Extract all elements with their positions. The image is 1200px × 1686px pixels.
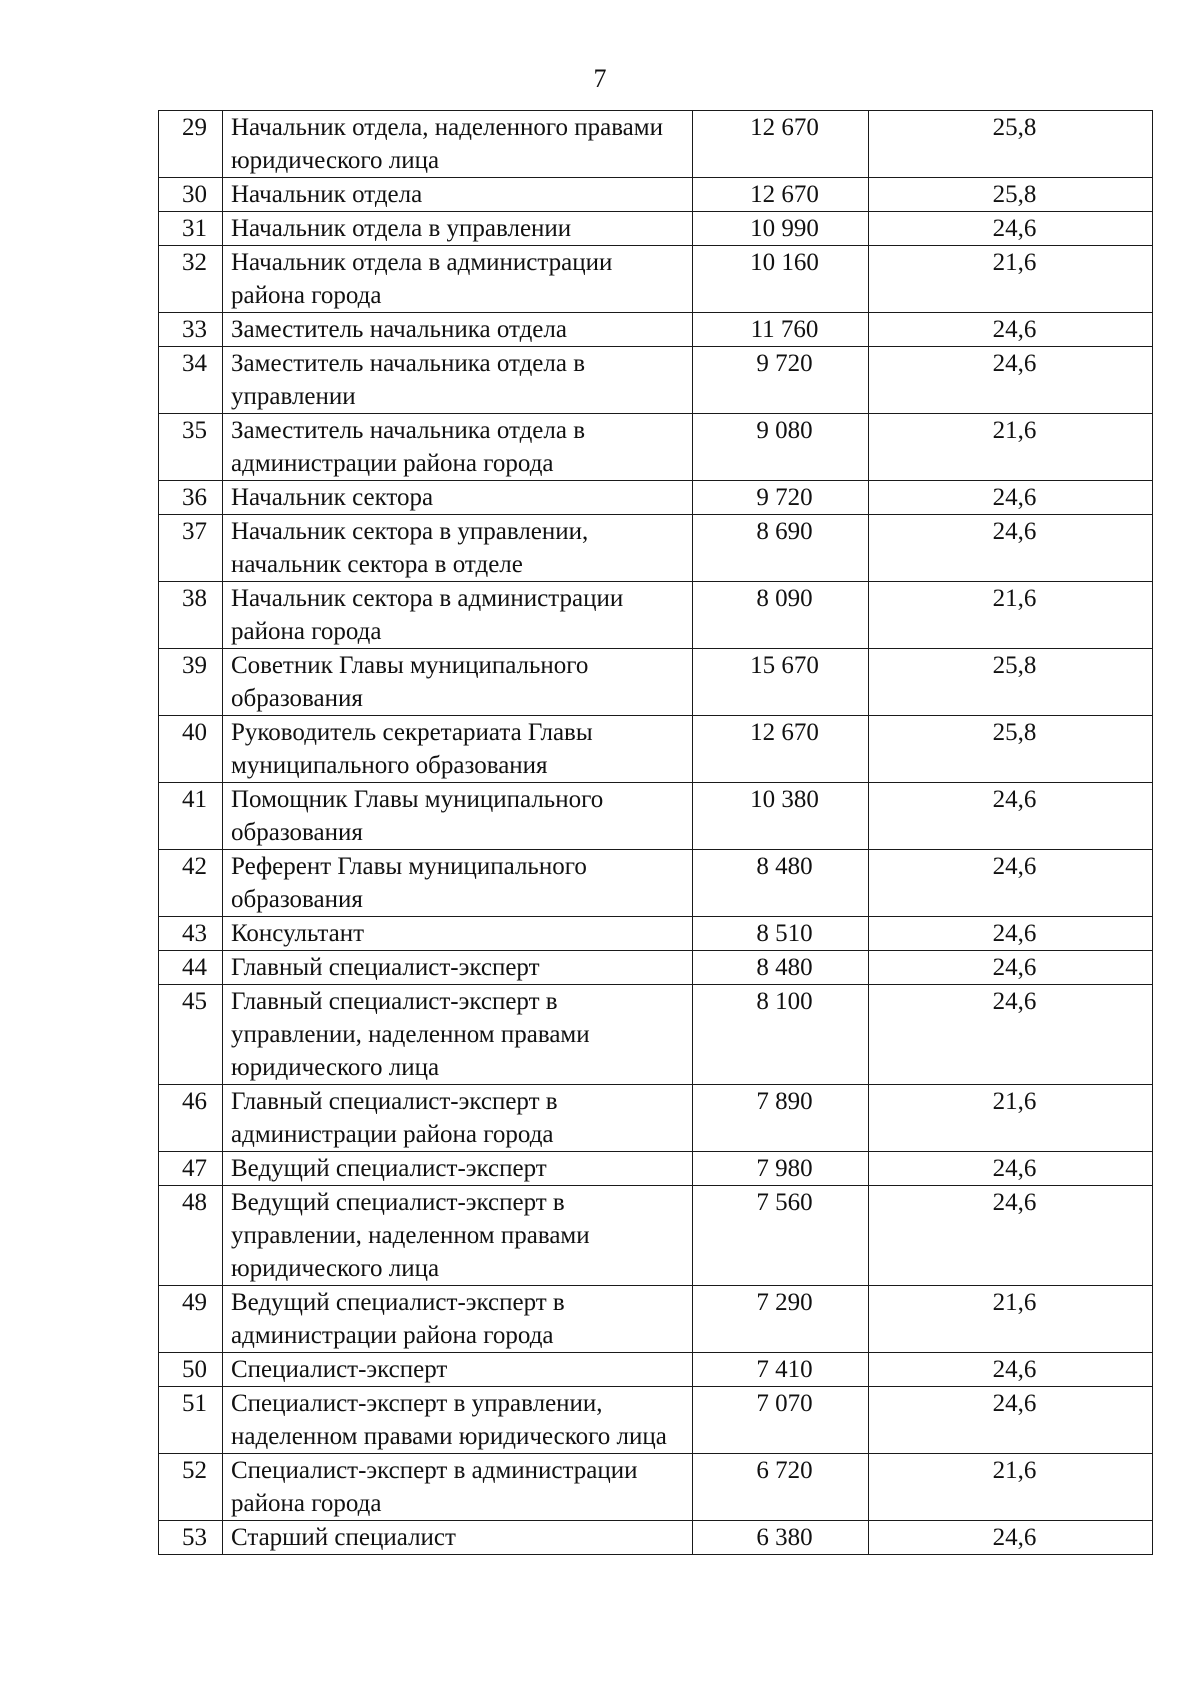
salary-cell: 7 560 — [693, 1186, 869, 1286]
salary-cell: 8 690 — [693, 515, 869, 582]
row-number-cell: 52 — [159, 1454, 223, 1521]
position-title-cell: Советник Главы муниципального образования — [223, 649, 693, 716]
position-title-cell: Начальник сектора — [223, 481, 693, 515]
percent-cell: 24,6 — [869, 783, 1153, 850]
salary-cell: 12 670 — [693, 178, 869, 212]
salary-cell: 8 090 — [693, 582, 869, 649]
position-title-cell: Главный специалист-эксперт — [223, 951, 693, 985]
table-row — [159, 783, 1153, 850]
position-title-cell: Консультант — [223, 917, 693, 951]
salary-cell: 12 670 — [693, 111, 869, 178]
table-row — [159, 917, 1153, 951]
position-title-cell: Помощник Главы муниципального образования — [223, 783, 693, 850]
position-title-cell: Ведущий специалист-эксперт в администрации района города — [223, 1286, 693, 1353]
salary-cell: 7 890 — [693, 1085, 869, 1152]
row-number-cell: 49 — [159, 1286, 223, 1353]
position-title-cell: Начальник отдела — [223, 178, 693, 212]
table-row — [159, 313, 1153, 347]
row-number-cell: 45 — [159, 985, 223, 1085]
table-row — [159, 1286, 1153, 1353]
percent-cell: 21,6 — [869, 1454, 1153, 1521]
row-number-cell: 32 — [159, 246, 223, 313]
table-row — [159, 1152, 1153, 1186]
salary-cell: 8 480 — [693, 850, 869, 917]
row-number-cell: 38 — [159, 582, 223, 649]
percent-cell: 21,6 — [869, 1286, 1153, 1353]
position-title-cell: Главный специалист-эксперт в управлении, наделенном правами юридического лица — [223, 985, 693, 1085]
percent-cell: 25,8 — [869, 178, 1153, 212]
percent-cell: 21,6 — [869, 582, 1153, 649]
salary-cell: 9 720 — [693, 481, 869, 515]
percent-cell: 24,6 — [869, 850, 1153, 917]
table-row — [159, 582, 1153, 649]
row-number-cell: 40 — [159, 716, 223, 783]
position-title-cell: Начальник отдела, наделенного правами юридического лица — [223, 111, 693, 178]
table-row — [159, 716, 1153, 783]
percent-cell: 24,6 — [869, 515, 1153, 582]
percent-cell: 21,6 — [869, 414, 1153, 481]
percent-cell: 24,6 — [869, 313, 1153, 347]
position-title-cell: Референт Главы муниципального образования — [223, 850, 693, 917]
percent-cell: 24,6 — [869, 951, 1153, 985]
table-row — [159, 212, 1153, 246]
salary-cell: 8 100 — [693, 985, 869, 1085]
position-title-cell: Главный специалист-эксперт в администрации района города — [223, 1085, 693, 1152]
percent-cell: 24,6 — [869, 347, 1153, 414]
row-number-cell: 50 — [159, 1353, 223, 1387]
row-number-cell: 41 — [159, 783, 223, 850]
row-number-cell: 51 — [159, 1387, 223, 1454]
row-number-cell: 30 — [159, 178, 223, 212]
percent-cell: 25,8 — [869, 716, 1153, 783]
row-number-cell: 37 — [159, 515, 223, 582]
table-row — [159, 515, 1153, 582]
table-row — [159, 246, 1153, 313]
table-row — [159, 347, 1153, 414]
table-row — [159, 1454, 1153, 1521]
percent-cell: 24,6 — [869, 985, 1153, 1085]
percent-cell: 24,6 — [869, 481, 1153, 515]
table-row — [159, 1353, 1153, 1387]
percent-cell: 24,6 — [869, 1521, 1153, 1555]
row-number-cell: 31 — [159, 212, 223, 246]
row-number-cell: 29 — [159, 111, 223, 178]
row-number-cell: 53 — [159, 1521, 223, 1555]
salary-cell: 10 990 — [693, 212, 869, 246]
row-number-cell: 35 — [159, 414, 223, 481]
position-title-cell: Начальник отдела в администрации района города — [223, 246, 693, 313]
position-title-cell: Специалист-эксперт в администрации района города — [223, 1454, 693, 1521]
percent-cell: 24,6 — [869, 212, 1153, 246]
table-row — [159, 850, 1153, 917]
salary-cell: 10 380 — [693, 783, 869, 850]
salary-cell: 8 480 — [693, 951, 869, 985]
salary-cell: 6 720 — [693, 1454, 869, 1521]
row-number-cell: 42 — [159, 850, 223, 917]
salary-cell: 12 670 — [693, 716, 869, 783]
row-number-cell: 39 — [159, 649, 223, 716]
salary-cell: 8 510 — [693, 917, 869, 951]
row-number-cell: 33 — [159, 313, 223, 347]
percent-cell: 21,6 — [869, 1085, 1153, 1152]
salary-cell: 15 670 — [693, 649, 869, 716]
row-number-cell: 47 — [159, 1152, 223, 1186]
percent-cell: 24,6 — [869, 917, 1153, 951]
row-number-cell: 46 — [159, 1085, 223, 1152]
table-row — [159, 111, 1153, 178]
salary-cell: 7 070 — [693, 1387, 869, 1454]
position-title-cell: Заместитель начальника отдела в управлении — [223, 347, 693, 414]
percent-cell: 24,6 — [869, 1353, 1153, 1387]
percent-cell: 21,6 — [869, 246, 1153, 313]
salary-table — [158, 110, 1153, 1555]
position-title-cell: Специалист-эксперт в управлении, наделенном правами юридического лица — [223, 1387, 693, 1454]
position-title-cell: Начальник сектора в администрации района города — [223, 582, 693, 649]
table-row — [159, 649, 1153, 716]
percent-cell: 24,6 — [869, 1387, 1153, 1454]
table-row — [159, 481, 1153, 515]
salary-cell: 7 980 — [693, 1152, 869, 1186]
position-title-cell: Ведущий специалист-эксперт в управлении, наделенном правами юридического лица — [223, 1186, 693, 1286]
table-row — [159, 1186, 1153, 1286]
table-row — [159, 1085, 1153, 1152]
page-number: 7 — [593, 64, 607, 93]
table-row — [159, 1387, 1153, 1454]
position-title-cell: Старший специалист — [223, 1521, 693, 1555]
salary-cell: 6 380 — [693, 1521, 869, 1555]
row-number-cell: 44 — [159, 951, 223, 985]
position-title-cell: Заместитель начальника отдела в администрации района города — [223, 414, 693, 481]
percent-cell: 24,6 — [869, 1186, 1153, 1286]
salary-table-body — [159, 111, 1153, 1555]
salary-cell: 9 720 — [693, 347, 869, 414]
position-title-cell: Руководитель секретариата Главы муниципального образования — [223, 716, 693, 783]
table-row — [159, 414, 1153, 481]
salary-cell: 11 760 — [693, 313, 869, 347]
table-row — [159, 951, 1153, 985]
position-title-cell: Начальник сектора в управлении, начальник сектора в отделе — [223, 515, 693, 582]
salary-cell: 7 410 — [693, 1353, 869, 1387]
position-title-cell: Начальник отдела в управлении — [223, 212, 693, 246]
salary-cell: 9 080 — [693, 414, 869, 481]
row-number-cell: 43 — [159, 917, 223, 951]
salary-cell: 7 290 — [693, 1286, 869, 1353]
row-number-cell: 36 — [159, 481, 223, 515]
position-title-cell: Заместитель начальника отдела — [223, 313, 693, 347]
table-row — [159, 178, 1153, 212]
table-row — [159, 985, 1153, 1085]
position-title-cell: Ведущий специалист-эксперт — [223, 1152, 693, 1186]
row-number-cell: 34 — [159, 347, 223, 414]
percent-cell: 25,8 — [869, 649, 1153, 716]
row-number-cell: 48 — [159, 1186, 223, 1286]
table-row — [159, 1521, 1153, 1555]
percent-cell: 24,6 — [869, 1152, 1153, 1186]
percent-cell: 25,8 — [869, 111, 1153, 178]
salary-cell: 10 160 — [693, 246, 869, 313]
position-title-cell: Специалист-эксперт — [223, 1353, 693, 1387]
